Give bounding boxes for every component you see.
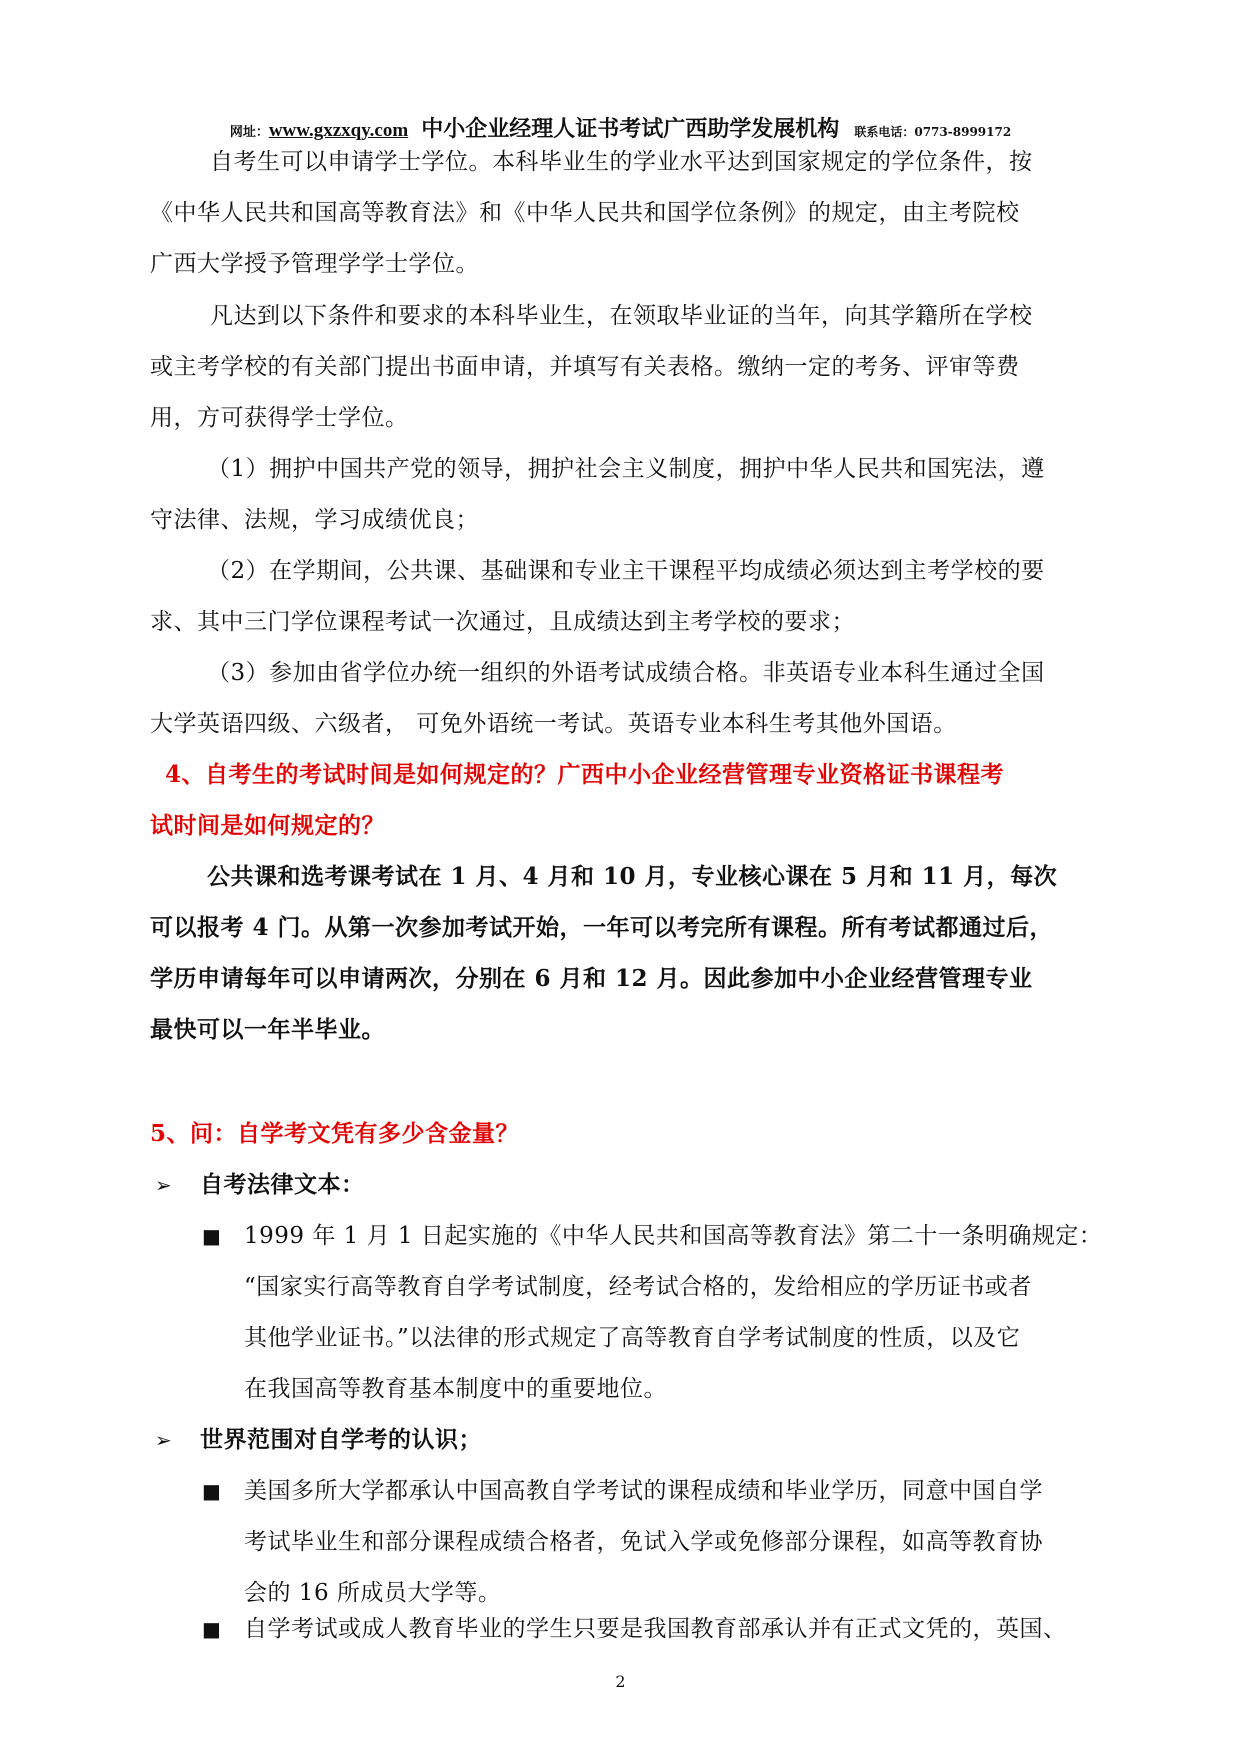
section-4-heading-line-2: 试时间是如何规定的？	[150, 812, 385, 839]
section-4-heading-line-1: 4、自考生的考试时间是如何规定的？广西中小企业经营管理专业资格证书课程考	[165, 761, 1005, 788]
section-4-body-line-1: 公共课和选考课考试在 1 月、4 月和 10 月，专业核心课在 5 月和 11 月，每次	[207, 863, 1058, 890]
url-label: 网址：	[229, 125, 269, 140]
uk-recognition-line-1: 自学考试或成人教育毕业的学生只要是我国教育部承认并有正式文凭的，英国、	[244, 1616, 1067, 1642]
square-bullet-icon: ■	[202, 1224, 221, 1248]
world-recognition-title: 世界范围对自学考的认识；	[200, 1426, 482, 1453]
section-4-body-line-4: 最快可以一年半毕业。	[150, 1016, 385, 1043]
legal-text-line-3: 其他学业证书。”以法律的形式规定了高等教育自学考试制度的性质，以及它	[244, 1325, 1021, 1351]
organization-name: 中小企业经理人证书考试广西助学发展机构	[421, 116, 840, 142]
condition-1-line-2: 守法律、法规，学习成绩优良；	[150, 507, 479, 533]
us-recognition-line-3: 会的 16 所成员大学等。	[244, 1580, 502, 1606]
condition-1-line-1: （1）拥护中国共产党的领导，拥护社会主义制度，拥护中华人民共和国宪法，遵	[207, 456, 1045, 482]
condition-3-line-2: 大学英语四级、六级者， 可免外语统一考试。英语专业本科生考其他外国语。	[150, 711, 957, 737]
condition-3-line-1: （3）参加由省学位办统一组织的外语考试成绩合格。非英语专业本科生通过全国	[207, 660, 1045, 686]
paragraph-requirements-line-3: 用，方可获得学士学位。	[150, 405, 409, 431]
section-5-heading: 5、问：自学考文凭有多少含金量？	[150, 1120, 520, 1147]
paragraph-degree-line-2: 《中华人民共和国高等教育法》和《中华人民共和国学位条例》的规定，由主考院校	[150, 200, 1020, 226]
legal-text-line-1: 1999 年 1 月 1 日起实施的《中华人民共和国高等教育法》第二十一条明确规定：	[244, 1223, 1103, 1249]
square-bullet-icon: ■	[202, 1617, 221, 1641]
page-number: 2	[615, 1672, 626, 1691]
us-recognition-line-2: 考试毕业生和部分课程成绩合格者，免试入学或免修部分课程，如高等教育协	[244, 1529, 1043, 1555]
condition-2-line-2: 求、其中三门学位课程考试一次通过，且成绩达到主考学校的要求；	[150, 609, 855, 635]
paragraph-degree-line-3: 广西大学授予管理学学士学位。	[150, 251, 479, 277]
arrow-bullet-icon: ➢	[155, 1428, 172, 1452]
legal-text-line-2: “国家实行高等教育自学考试制度，经考试合格的，发给相应的学历证书或者	[244, 1274, 1032, 1300]
section-4-body-line-3: 学历申请每年可以申请两次，分别在 6 月和 12 月。因此参加中小企业经营管理专业	[150, 965, 1033, 992]
section-4-body-line-2: 可以报考 4 门。从第一次参加考试开始，一年可以考完所有课程。所有考试都通过后，	[150, 914, 1054, 941]
paragraph-requirements-line-1: 凡达到以下条件和要求的本科毕业生，在领取毕业证的当年，向其学籍所在学校	[210, 303, 1033, 329]
contact-phone: 联系电话：0773-8999172	[854, 125, 1012, 139]
us-recognition-line-1: 美国多所大学都承认中国高教自学考试的课程成绩和毕业学历，同意中国自学	[244, 1478, 1043, 1504]
legal-text-line-4: 在我国高等教育基本制度中的重要地位。	[244, 1376, 667, 1402]
page-header	[0, 114, 1241, 148]
arrow-bullet-icon: ➢	[155, 1173, 172, 1197]
paragraph-requirements-line-2: 或主考学校的有关部门提出书面申请，并填写有关表格。缴纳一定的考务、评审等费	[150, 354, 1020, 380]
paragraph-degree-line-1: 自考生可以申请学士学位。本科毕业生的学业水平达到国家规定的学位条件，按	[210, 149, 1033, 175]
square-bullet-icon: ■	[202, 1479, 221, 1503]
legal-text-title: 自考法律文本：	[200, 1171, 365, 1198]
website-link[interactable]: www.gxzxqy.com	[268, 120, 409, 141]
condition-2-line-1: （2）在学期间，公共课、基础课和专业主干课程平均成绩必须达到主考学校的要	[207, 558, 1045, 584]
